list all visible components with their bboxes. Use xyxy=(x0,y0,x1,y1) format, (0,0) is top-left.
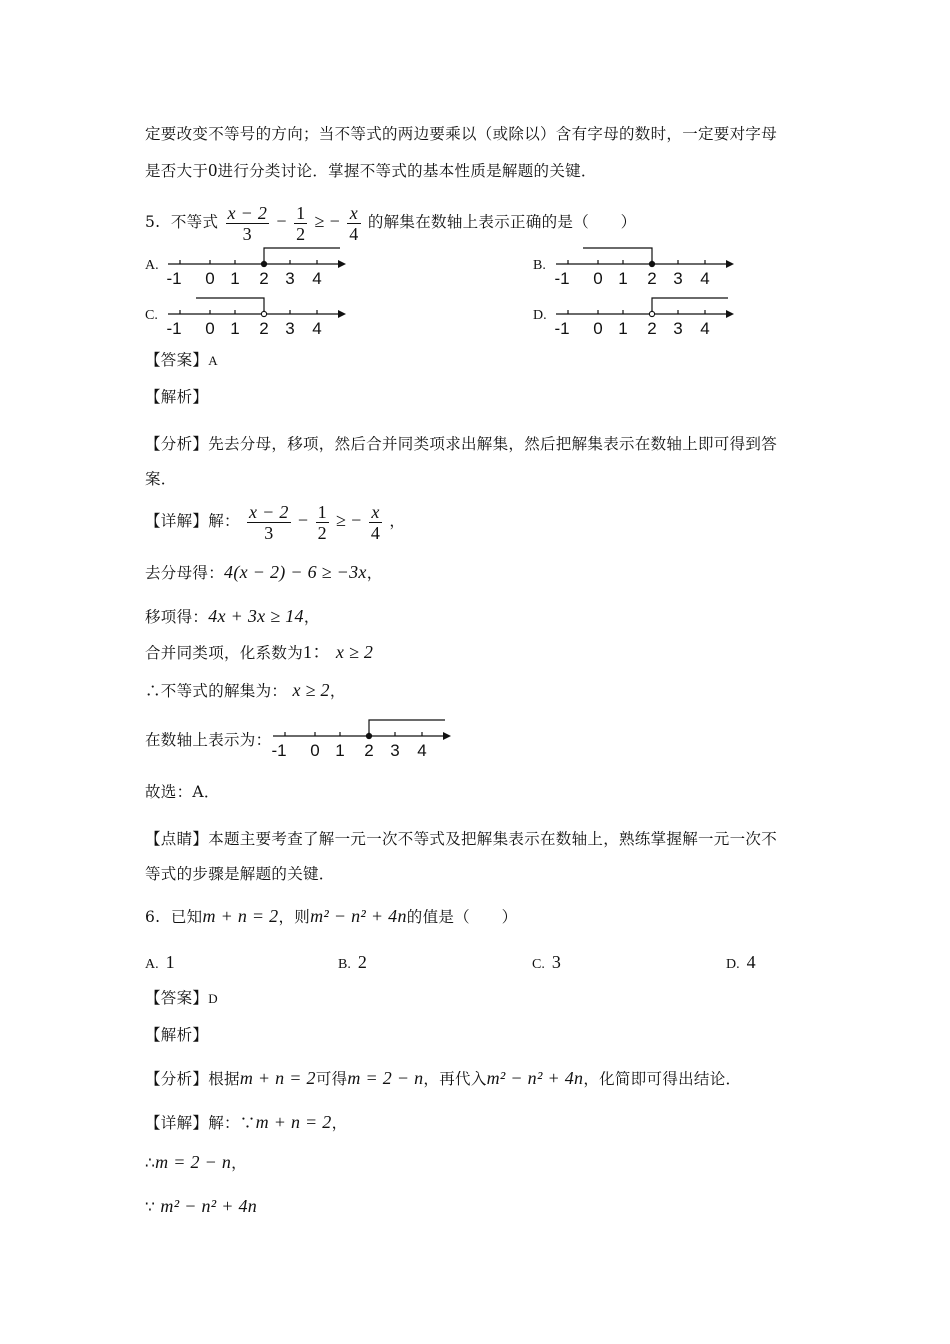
tick-label: 0 xyxy=(310,741,320,760)
number-line-option-c xyxy=(160,290,360,340)
math-expression: x ≥ 2 xyxy=(292,680,330,700)
step-line: 移项得：4x + 3x ≥ 14， xyxy=(145,606,320,626)
tick-label: 4 xyxy=(417,741,427,760)
detail-line: 【详解】解： $\frac{x - 2}{3}$ − $\frac{1}{2}$ ≥ − $\frac{x}{4}$ ， xyxy=(145,501,406,543)
tick-label: -1 xyxy=(554,269,570,288)
option-c-label[interactable]: C. xyxy=(145,308,158,323)
option-d-label[interactable]: D. xyxy=(533,308,547,323)
hollow-point xyxy=(649,311,654,316)
option-b[interactable]: B. 2 xyxy=(338,952,367,972)
dianjing-line: 等式的步骤是解题的关键． xyxy=(145,865,335,883)
step-line: 合并同类项，化系数为1： x ≥ 2 xyxy=(145,642,374,662)
analysis-title: 【解析】 xyxy=(145,1026,209,1044)
math-expression: m + n = 2 xyxy=(202,906,279,926)
hollow-point xyxy=(261,311,266,316)
math-expression: x ≥ 2 xyxy=(335,642,374,662)
text-line: 是否大于0进行分类讨论．掌握不等式的基本性质是解题的关键． xyxy=(145,160,597,180)
option-d[interactable]: D. 4 xyxy=(726,952,756,972)
tick-label: 2 xyxy=(647,319,657,338)
answer-value: D xyxy=(208,991,218,1006)
detail-line: 【详解】解：∵m + n = 2， xyxy=(145,1112,348,1132)
solid-point xyxy=(649,261,654,266)
tick-label: 2 xyxy=(259,319,269,338)
tick-label: 1 xyxy=(230,269,240,288)
axis-arrow-icon xyxy=(443,732,451,740)
tick-label: -1 xyxy=(166,269,182,288)
tick-label: 1 xyxy=(230,319,240,338)
solid-point xyxy=(261,261,266,266)
tick-label: 0 xyxy=(205,319,215,338)
fraction: $\frac{1}{2}$ xyxy=(317,501,327,543)
math-expression: 4x + 3x ≥ 14 xyxy=(208,606,304,626)
fraction: $\frac{x - 2}{3}$ xyxy=(227,202,268,244)
option-c[interactable]: C. 3 xyxy=(532,952,561,972)
analysis-line: 【分析】根据m + n = 2可得m = 2 − n，再代入m² − n² + 4n，化简即可得出结论． xyxy=(145,1068,742,1088)
axis-arrow-icon xyxy=(726,310,734,318)
tick-label: -1 xyxy=(271,741,287,760)
text-line: 定要改变不等号的方向；当不等式的两边要乘以（或除以）含有字母的数时，一定要对字母 xyxy=(145,125,778,143)
axis-arrow-icon xyxy=(338,310,346,318)
tick-label: -1 xyxy=(166,319,182,338)
tick-label: 1 xyxy=(618,319,628,338)
tick-label: 4 xyxy=(312,269,322,288)
solution-bracket xyxy=(196,298,264,314)
number-line-option-d xyxy=(548,290,748,340)
number-line-solution xyxy=(265,712,465,762)
tick-label: 4 xyxy=(700,319,710,338)
tick-label: 2 xyxy=(364,741,374,760)
fraction: $\frac{1}{2}$ xyxy=(296,202,306,244)
number-line-option-b xyxy=(548,240,748,290)
solution-bracket xyxy=(652,298,728,314)
analysis-line: 案． xyxy=(145,470,177,488)
question-5: 5. 不等式 $\frac{x - 2}{3}$ − $\frac{1}{2}$ ≥ − $\frac{x}{4}$ 的解集在数轴上表示正确的是（ ） xyxy=(145,202,637,244)
number-line-option-a xyxy=(160,240,360,290)
question-6: 6. 已知m + n = 2，则m² − n² + 4n的值是（ ） xyxy=(145,906,518,926)
solution-bracket xyxy=(583,248,652,264)
tick-label: 3 xyxy=(673,269,683,288)
fraction: $\frac{x}{4}$ xyxy=(349,202,359,244)
tick-label: 3 xyxy=(673,319,683,338)
tick-label: 3 xyxy=(285,269,295,288)
solid-point xyxy=(366,733,371,738)
solution-bracket xyxy=(264,248,340,264)
fraction: $\frac{x - 2}{3}$ xyxy=(249,501,289,543)
answer-line: 【答案】A xyxy=(145,351,218,369)
tick-label: 0 xyxy=(205,269,215,288)
detail-line: ∵ m² − n² + 4n xyxy=(145,1196,258,1216)
tick-label: 3 xyxy=(285,319,295,338)
math-expression: 4(x − 2) − 6 ≥ −3x xyxy=(224,562,367,582)
tick-label: 1 xyxy=(335,741,345,760)
tick-label: 2 xyxy=(647,269,657,288)
analysis-line: 【分析】先去分母，移项，然后合并同类项求出解集，然后把解集表示在数轴上即可得到答 xyxy=(145,435,778,453)
option-a-label[interactable]: A. xyxy=(145,258,159,273)
axis-arrow-icon xyxy=(338,260,346,268)
tick-label: 1 xyxy=(618,269,628,288)
step-line: 去分母得：4(x − 2) − 6 ≥ −3x， xyxy=(145,562,383,582)
tick-label: 2 xyxy=(259,269,269,288)
analysis-title: 【解析】 xyxy=(145,388,209,406)
tick-label: 4 xyxy=(312,319,322,338)
option-b-label[interactable]: B. xyxy=(533,258,546,273)
step-line: 在数轴上表示为： xyxy=(145,731,272,749)
option-a[interactable]: A. 1 xyxy=(145,952,175,972)
tick-label: 0 xyxy=(593,319,603,338)
step-line: ∴不等式的解集为： x ≥ 2， xyxy=(145,680,346,700)
solution-bracket xyxy=(369,720,445,736)
fraction: $\frac{x}{4}$ xyxy=(370,501,381,543)
dianjing-line: 【点睛】本题主要考查了解一元一次不等式及把解集表示在数轴上，熟练掌握解一元一次不 xyxy=(145,830,778,848)
detail-line: ∴m = 2 − n， xyxy=(145,1152,247,1172)
math-expression: m² − n² + 4n xyxy=(310,906,407,926)
tick-label: 4 xyxy=(700,269,710,288)
choose-line: 故选：A． xyxy=(145,783,220,801)
number-zero: 0 xyxy=(208,160,218,180)
answer-line: 【答案】D xyxy=(145,989,218,1007)
tick-label: 0 xyxy=(593,269,603,288)
axis-arrow-icon xyxy=(726,260,734,268)
tick-label: 3 xyxy=(390,741,400,760)
tick-label: -1 xyxy=(554,319,570,338)
answer-value: A xyxy=(208,353,218,368)
